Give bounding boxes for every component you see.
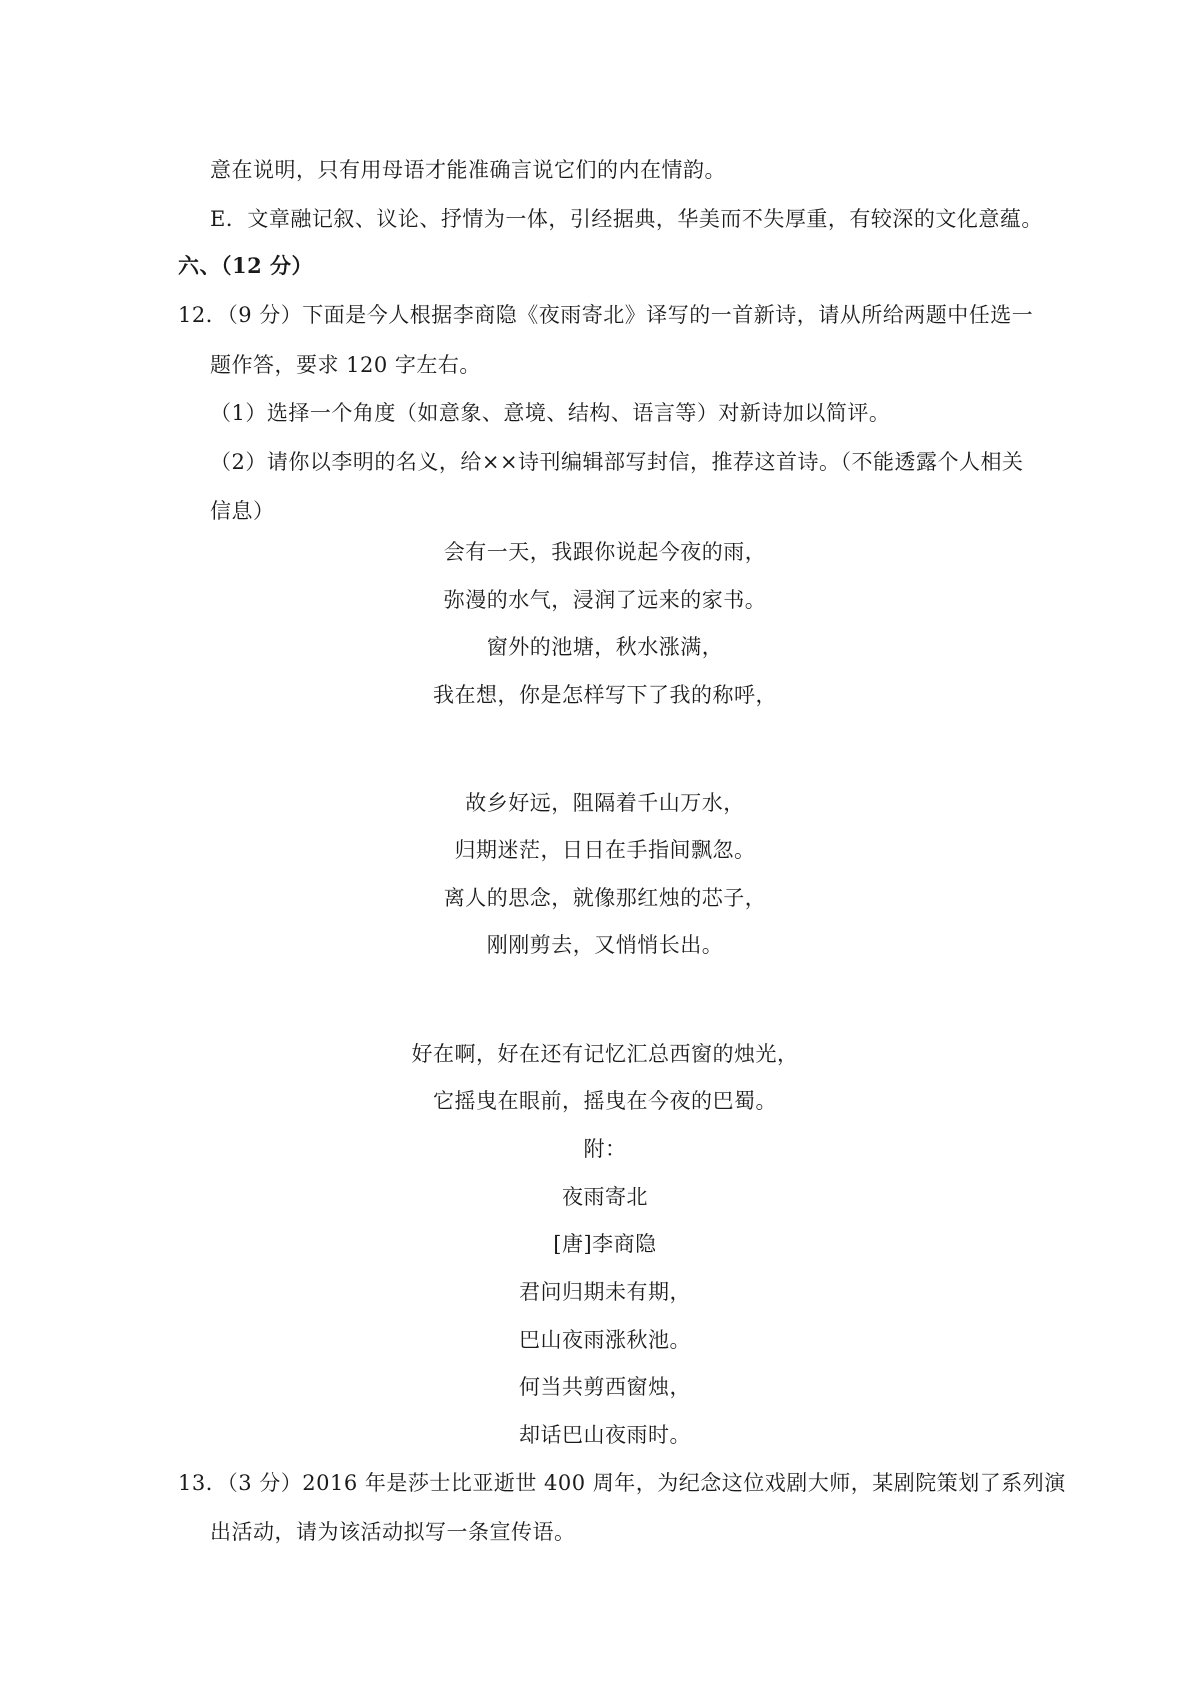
question-12-option-1: （1）选择一个角度（如意象、意境、结构、语言等）对新诗加以简评。 [210, 401, 891, 425]
classical-poem-title: 夜雨寄北 [562, 1185, 648, 1209]
poem-line: 会有一天，我跟你说起今夜的雨， [443, 540, 767, 564]
poem-line: 弥漫的水气，浸润了远来的家书。 [443, 588, 767, 612]
poem-line: 它摇曳在眼前，摇曳在今夜的巴蜀。 [433, 1089, 777, 1113]
question-13-stem-continued: 出活动，请为该活动拟写一条宣传语。 [210, 1520, 576, 1544]
section-six-heading: 六、（12 分） [178, 253, 314, 278]
question-12-stem-continued: 题作答，要求 120 字左右。 [210, 353, 481, 377]
question-12-option-2-continued: 信息） [210, 499, 275, 523]
classical-poem-author: [唐]李商隐 [553, 1232, 657, 1256]
question-13-stem: 13．（3 分）2016 年是莎士比亚逝世 400 周年，为纪念这位戏剧大师，某剧院策划了系列演 [178, 1471, 1066, 1495]
poem-line: 窗外的池塘，秋水涨满， [486, 635, 724, 659]
classical-poem-line: 君问归期未有期， [519, 1280, 691, 1304]
poem-line: 我在想，你是怎样写下了我的称呼， [433, 683, 777, 707]
poem-line: 归期迷茫，日日在手指间飘忽。 [454, 838, 756, 862]
poem-line: 刚刚剪去，又悄悄长出。 [486, 933, 724, 957]
poem-line: 好在啊，好在还有记忆汇总西窗的烛光， [411, 1042, 799, 1066]
classical-poem-line: 却话巴山夜雨时。 [519, 1423, 691, 1447]
question-12-stem: 12．（9 分）下面是今人根据李商隐《夜雨寄北》译写的一首新诗，请从所给两题中任选一 [178, 303, 1034, 327]
question-12-option-2: （2）请你以李明的名义，给××诗刊编辑部写封信，推荐这首诗。（不能透露个人相关 [210, 450, 1024, 474]
option-d-continuation: 意在说明，只有用母语才能准确言说它们的内在情韵。 [210, 158, 726, 182]
option-e: E．文章融记叙、议论、抒情为一体，引经据典，华美而不失厚重，有较深的文化意蕴。 [210, 207, 1043, 231]
appendix-label: 附： [583, 1137, 627, 1161]
classical-poem-line: 何当共剪西窗烛， [519, 1375, 691, 1399]
classical-poem-line: 巴山夜雨涨秋池。 [519, 1328, 691, 1352]
poem-line: 离人的思念，就像那红烛的芯子， [443, 886, 767, 910]
poem-line: 故乡好远，阻隔着千山万水， [465, 791, 745, 815]
